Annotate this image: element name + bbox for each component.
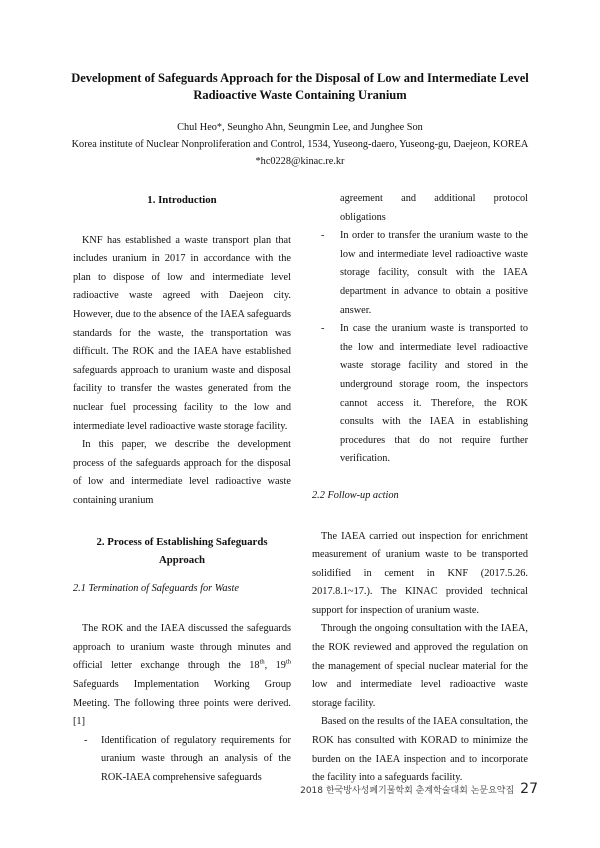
bullet-item-1 bbox=[73, 732, 291, 788]
bullet-item-2 bbox=[312, 227, 528, 320]
bullet-text-1-part-1: Identification of regulatory requirements for uranium waste through an analysis of the ROK-IAEA comprehensive safeguards bbox=[101, 734, 291, 784]
follow-up-paragraph-1: The IAEA carried out inspection for enrichment measurement of uranium waste to be transported solidified in cement in KNF (2017.5.26. 2017.8.1~17.). The KINAC provided technical support for inspection of uranium waste. bbox=[312, 530, 528, 616]
bullet-dash: - bbox=[84, 734, 88, 746]
intro-paragraph-1: KNF has established a waste transport plan that includes uranium in 2017 in accordance with the plan to dispose of low and intermediate level radioactive waste agreed with Daejeon city. However, due to the absence of the IAEA safeguards standards for the waste, the transportation was difficult. The ROK and the IAEA have established safeguards approach to uranium waste and disposal facility to transfer the wastes generated from the nuclear fuel processing facility to the low and intermediate level radioactive waste storage facility. bbox=[73, 234, 291, 432]
superscript-th-2: th bbox=[285, 659, 291, 667]
contact-email: *hc0228@kinac.re.kr bbox=[255, 156, 345, 167]
section-heading-process-line-1: 2. Process of Establishing Safeguards bbox=[96, 535, 268, 548]
section-heading-process-line-2: Approach bbox=[159, 554, 205, 567]
page-footer bbox=[300, 781, 538, 797]
author-list: Chul Heo*, Seungho Ahn, Seungmin Lee, and Junghee Son bbox=[177, 122, 423, 133]
page-number: 27 bbox=[520, 781, 538, 797]
proceedings-title: 2018 한국방사성폐기물학회 춘계학술대회 논문요약집 bbox=[300, 786, 515, 796]
affiliation: Korea institute of Nuclear Nonproliferation and Control, 1534, Yuseong-daero, Yuseong-gu, Daejeon, KOREA bbox=[71, 139, 529, 150]
bullet-dash: - bbox=[321, 323, 325, 335]
termination-text-a: The ROK and the IAEA discussed the safeguards approach to uranium waste through minutes and official letter exchange through the 18 bbox=[73, 623, 291, 672]
follow-up-paragraph-3: Based on the results of the IAEA consultation, the ROK has consulted with KORAD to minimize the burden on the IAEA inspection and to incorporate the facility into a safeguards facility. bbox=[312, 716, 528, 784]
bullet-text-2: In order to transfer the uranium waste to the low and intermediate level radioactive waste storage facility, consult with the IAEA department in advance to obtain a positive answer. bbox=[340, 230, 528, 316]
bullet-text-3: In case the uranium waste is transported to the low and intermediate level radioactive waste storage facility and stored in the underground storage room, the inspectors cannot access it. Therefore, the ROK consults with the IAEA in establishing procedures that do not require further verification. bbox=[340, 323, 528, 465]
superscript-th-1: th bbox=[259, 659, 265, 667]
title-line-2: Radioactive Waste Containing Uranium bbox=[193, 88, 407, 102]
termination-text-b: , 19 bbox=[264, 660, 286, 672]
intro-paragraph-2: In this paper, we describe the development process of the safeguards approach for the disposal of low and intermediate level radioactive waste containing uranium bbox=[73, 439, 291, 506]
section-heading-introduction: 1. Introduction bbox=[147, 194, 217, 206]
subsection-heading-termination: 2.1 Termination of Safeguards for Waste bbox=[73, 582, 239, 594]
bullet-item-3 bbox=[312, 320, 528, 469]
subsection-heading-follow-up: 2.2 Follow-up action bbox=[312, 489, 399, 501]
paper-title bbox=[40, 70, 560, 104]
title-line-1: Development of Safeguards Approach for the Disposal of Low and Intermediate Level bbox=[71, 71, 529, 85]
termination-text-c: Safeguards Implementation Working Group Meeting. The following three points were derived.[1] bbox=[73, 679, 291, 728]
right-column bbox=[312, 190, 528, 788]
bullet-item-1-continued bbox=[312, 190, 528, 227]
termination-paragraph bbox=[73, 620, 291, 732]
bullet-text-1-part-2: agreement and additional protocol obligations bbox=[340, 193, 528, 223]
bullet-dash: - bbox=[321, 230, 325, 242]
follow-up-paragraph-2: Through the ongoing consultation with the IAEA, the ROK reviewed and approved the regulation on the management of special nuclear material for the low and intermediate level radioactive waste storage facility. bbox=[312, 623, 528, 709]
section-heading-process bbox=[73, 533, 291, 570]
left-column bbox=[73, 191, 291, 788]
